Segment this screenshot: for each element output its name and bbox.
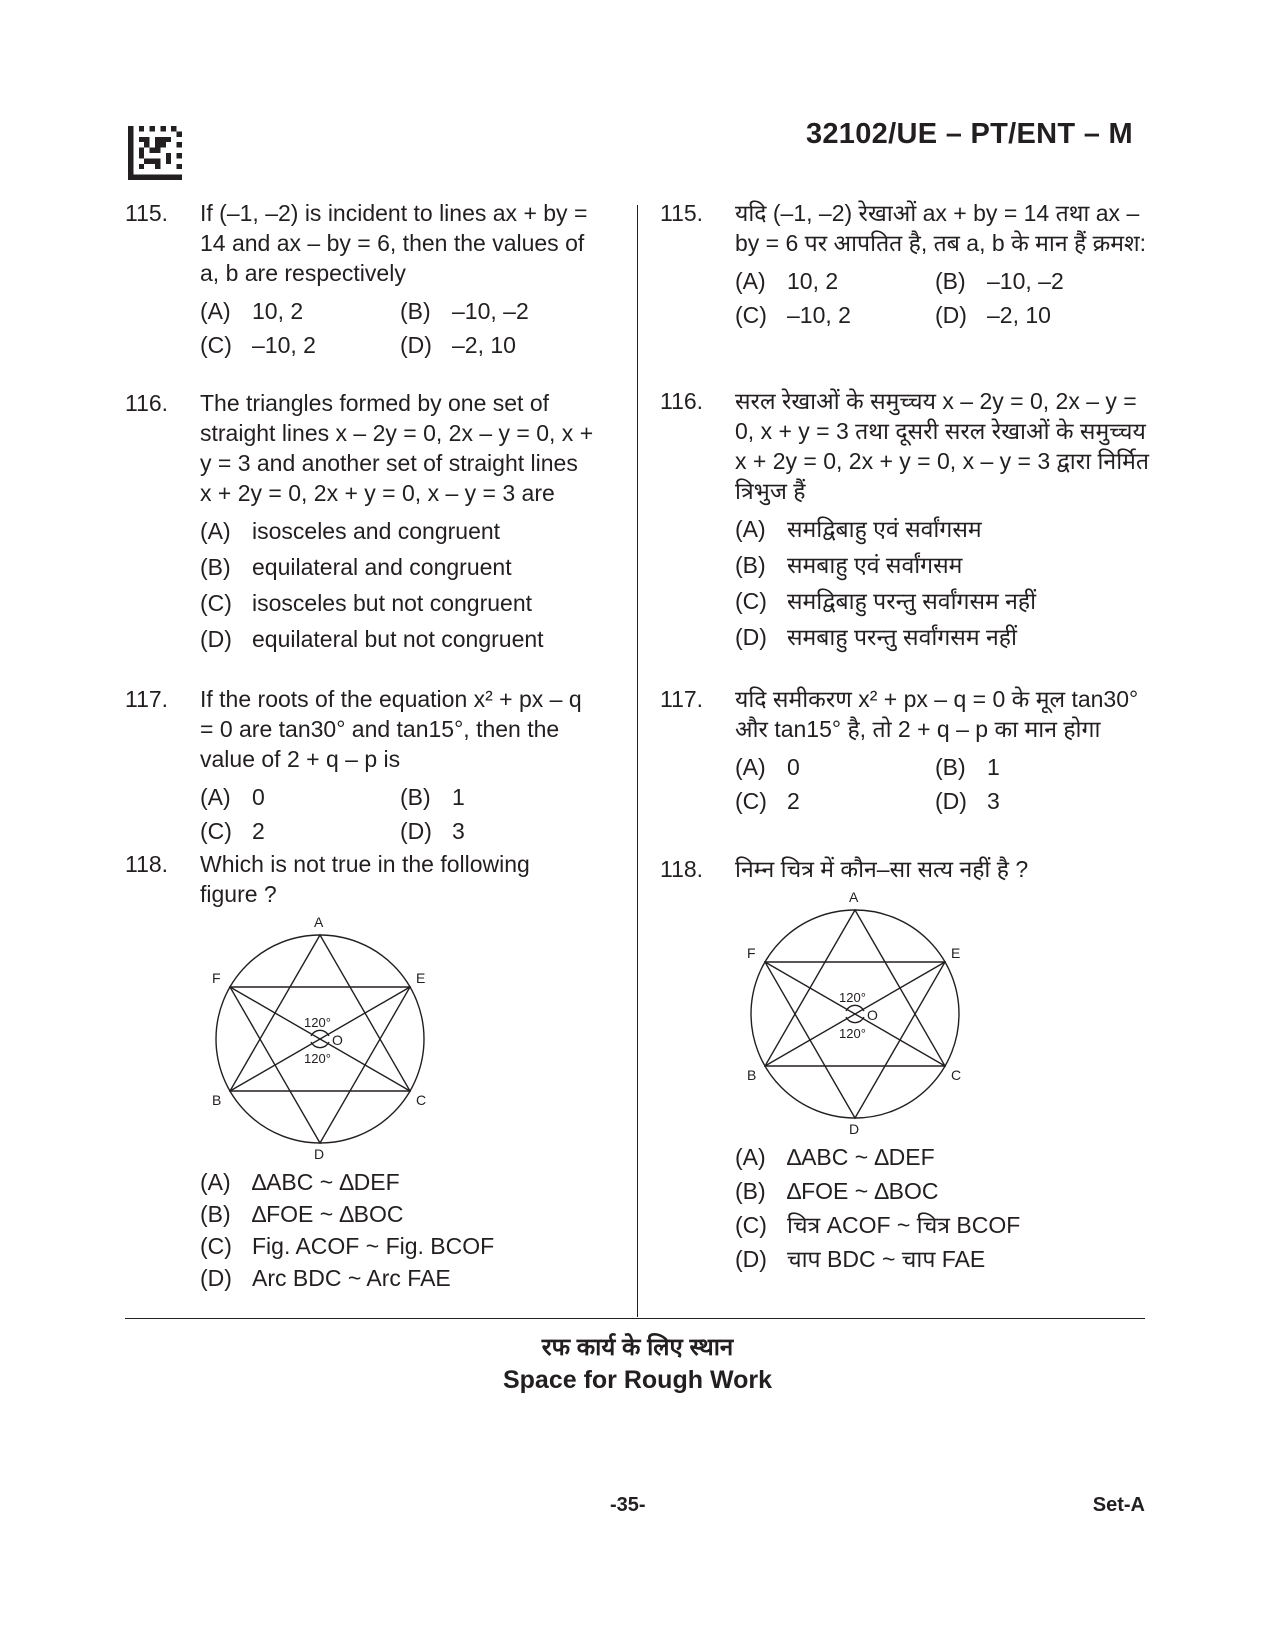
question-number: 116.: [660, 388, 704, 414]
triangle-abc: [230, 935, 410, 1091]
question-text: सरल रेखाओं के समुच्चय x – 2y = 0, 2x – y = 0, x + y = 3 तथा दूसरी सरल रेखाओं के समुच्चय x + 2y = 0, 2x + y = 0, x – y = 3 द्वारा निर्मित त्रिभुज हैं: [735, 388, 1150, 504]
question-number: 118.: [125, 851, 169, 877]
english-column: [125, 198, 595, 1295]
options: [200, 516, 595, 654]
question-number: 116.: [125, 390, 169, 416]
option-c[interactable]: (C) Fig. ACOF ~ Fig. BCOF: [200, 1233, 495, 1259]
option-b[interactable]: (B) equilateral and congruent: [200, 554, 512, 580]
option-b[interactable]: (B) –10, –2: [400, 298, 529, 324]
option-b[interactable]: (B) 1: [935, 754, 1000, 780]
option-d[interactable]: (D) equilateral but not congruent: [200, 626, 544, 652]
paper-code: 32102/UE – PT/ENT – M: [805, 118, 1133, 150]
option-d[interactable]: (D) –2, 10: [400, 332, 516, 358]
options: [200, 1167, 595, 1293]
question-117-hi: [660, 684, 1150, 854]
question-text: If the roots of the equation x² + px – q = 0 are tan30° and tan15°, then the value of 2 + q – p is: [200, 686, 582, 772]
angle-label-top: 120°: [839, 990, 866, 1005]
column-divider: [637, 205, 638, 1317]
label-a: A: [849, 889, 859, 905]
option-c[interactable]: (C) –10, 2: [735, 302, 851, 328]
label-f: F: [747, 945, 756, 961]
rough-work-heading: Space for Rough Work: [502, 1366, 772, 1394]
option-d[interactable]: (D) चाप BDC ~ चाप FAE: [735, 1246, 986, 1272]
question-text: Which is not true in the following figure ?: [200, 851, 530, 907]
question-text: निम्न चित्र में कौन–सा सत्य नहीं है ?: [735, 856, 1029, 882]
question-text: The triangles formed by one set of straight lines x – 2y = 0, 2x – y = 0, x + y = 3 and another set of straight lines x + 2y = 0, 2x + y = 0, x – y = 3 are: [200, 390, 594, 506]
options: [735, 266, 1150, 330]
question-number: 118.: [660, 856, 704, 882]
option-a[interactable]: (A) 0: [200, 784, 265, 810]
option-a[interactable]: (A) 0: [735, 754, 800, 780]
options: [200, 296, 595, 360]
option-a[interactable]: (A) समद्विबाहु एवं सर्वांगसम: [735, 516, 982, 542]
question-text: यदि (–1, –2) रेखाओं ax + by = 14 तथा ax – by = 6 पर आपतित है, तब a, b के मान हैं क्रमश:: [735, 200, 1147, 256]
question-118-en: [125, 849, 595, 1293]
label-f: F: [212, 970, 221, 986]
options: [200, 782, 595, 846]
star-circle-figure: [735, 888, 975, 1138]
question-number: 117.: [660, 686, 704, 712]
angle-label-bottom: 120°: [304, 1051, 331, 1066]
option-b[interactable]: (B) 1: [400, 784, 465, 810]
option-d[interactable]: (D) समबाहु परन्तु सर्वांगसम नहीं: [735, 624, 1017, 650]
option-b[interactable]: (B) ∆FOE ~ ∆BOC: [735, 1178, 939, 1204]
question-text: यदि समीकरण x² + px – q = 0 के मूल tan30° और tan15° है, तो 2 + q – p का मान होगा: [735, 686, 1139, 742]
triangle-abc: [765, 910, 945, 1066]
hindi-column: [660, 198, 1150, 1278]
question-116-hi: [660, 386, 1150, 684]
label-e: E: [416, 970, 426, 986]
label-d: D: [849, 1121, 860, 1137]
label-a: A: [314, 914, 324, 930]
qr-code-icon: [128, 126, 182, 180]
option-c[interactable]: (C) समद्विबाहु परन्तु सर्वांगसम नहीं: [735, 588, 1037, 614]
label-d: D: [314, 1146, 325, 1162]
label-b: B: [212, 1092, 222, 1108]
rough-work-heading-hindi: रफ कार्य के लिए स्थान: [541, 1334, 734, 1361]
star-circle-figure: [200, 913, 440, 1163]
label-c: C: [951, 1067, 962, 1083]
label-o: O: [332, 1032, 343, 1048]
option-c[interactable]: (C) –10, 2: [200, 332, 316, 358]
label-o: O: [867, 1007, 878, 1023]
question-text: If (–1, –2) is incident to lines ax + by = 14 and ax – by = 6, then the values of a, b are respectively: [200, 200, 588, 286]
option-b[interactable]: (B) समबाहु एवं सर्वांगसम: [735, 552, 963, 578]
option-a[interactable]: (A) ∆ABC ~ ∆DEF: [200, 1169, 400, 1195]
options: [735, 1142, 1150, 1274]
option-a[interactable]: (A) 10, 2: [735, 268, 839, 294]
question-115-en: [125, 198, 595, 388]
label-b: B: [747, 1067, 757, 1083]
question-number: 117.: [125, 686, 169, 712]
set-label: Set-A: [1092, 1494, 1145, 1516]
option-a[interactable]: (A) ∆ABC ~ ∆DEF: [735, 1144, 935, 1170]
page-number: -35-: [610, 1494, 646, 1516]
option-a[interactable]: (A) isosceles and congruent: [200, 518, 501, 544]
option-b[interactable]: (B) –10, –2: [935, 268, 1064, 294]
label-c: C: [416, 1092, 427, 1108]
options: [735, 514, 1150, 652]
question-118-hi: [660, 854, 1150, 1274]
options: [735, 752, 1150, 816]
option-c[interactable]: (C) चित्र ACOF ~ चित्र BCOF: [735, 1212, 1021, 1238]
question-number: 115.: [125, 200, 169, 226]
option-c[interactable]: (C) 2: [735, 788, 800, 814]
option-c[interactable]: (C) 2: [200, 818, 265, 844]
option-d[interactable]: (D) 3: [400, 818, 465, 844]
bottom-rule: [125, 1318, 1145, 1319]
option-d[interactable]: (D) Arc BDC ~ Arc FAE: [200, 1265, 451, 1291]
option-d[interactable]: (D) –2, 10: [935, 302, 1051, 328]
option-b[interactable]: (B) ∆FOE ~ ∆BOC: [200, 1201, 404, 1227]
question-116-en: [125, 388, 595, 684]
question-117-en: [125, 684, 595, 849]
angle-label-bottom: 120°: [839, 1026, 866, 1041]
angle-label-top: 120°: [304, 1015, 331, 1030]
option-d[interactable]: (D) 3: [935, 788, 1000, 814]
option-c[interactable]: (C) isosceles but not congruent: [200, 590, 533, 616]
question-number: 115.: [660, 200, 704, 226]
option-a[interactable]: (A) 10, 2: [200, 298, 304, 324]
label-e: E: [951, 945, 961, 961]
question-115-hi: [660, 198, 1150, 386]
